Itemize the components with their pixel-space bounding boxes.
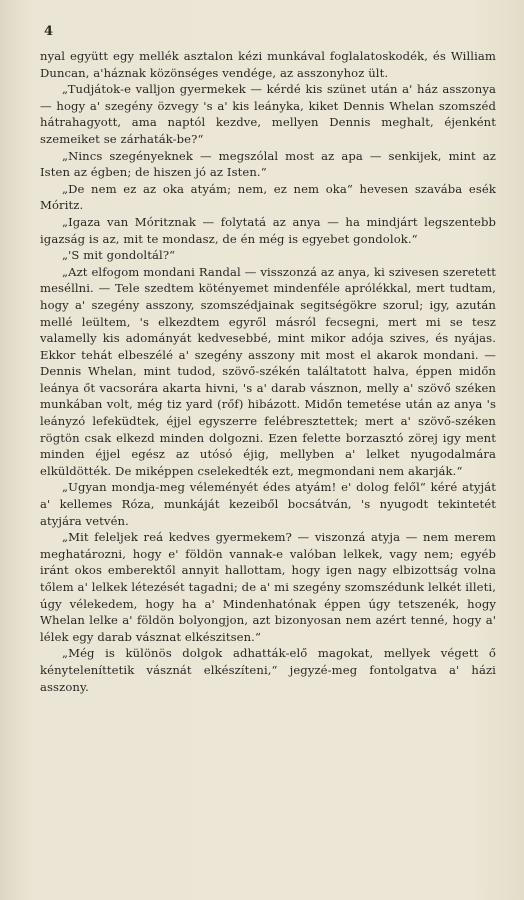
page-number: 4 — [44, 24, 54, 39]
paragraph-2: „Tudjátok-e valljon gyermekek — kérdé kis szünet után a' ház asszonya — hogy a' szegény özvegy 's a' kis leányka, kiket Dennis Whelan szomszéd hátrahagyott, ama naptól kezdve, mellyen Dennis meghalt, éjenként szemeiket se zárhaták-be?“ — [40, 82, 496, 146]
paragraph-6: „'S mit gondoltál?“ — [62, 248, 176, 263]
paragraph-7: „Azt elfogom mondani Randal — visszonzá az anya, ki szivesen szeretett meséllni. — Tele szedtem kötényemet mindenféle aprólékkal, mert tudtam, hogy a' szegény asszony, szomszédjainak segitségökre szorul; igy, azután mellé leültem, 's elkezdtem egyről másról fecsegni, mert mi se tesz valamelly kis adományát kedvesebbé, mint mikor adója szives, és nyájas. Ekkor tehát elbeszélé a' szegény asszony mit most el akarok mondani. — Dennis Whelan, mint tudod, szövő-székén találtatott halva, éppen midőn leánya őt vacsorára akarta hivni, 's a' darab vásznon, melly a' szövő széken munkában volt, még tiz yard (rőf) hibázott. Midőn temetése után az anya 's leányzó lefeküdtek, éjjel egyszerre felébresztettek; mert a' szövő-széken rögtön csak elkezd minden dolgozni. Ezen felette borzasztó zörej igy ment minden éjjel egész az utósó éjig, mellyben a' lelket nyugodalmára elküldötték. De miképpen cselekedték ezt, megmondani nem akarják.“ — [40, 264, 496, 478]
paragraph-5: „Igaza van Móritznak — folytatá az anya — ha mindjárt legszentebb igazság is az, mit te mondasz, de én még is egyebet gondolok.“ — [40, 214, 496, 246]
body-text — [40, 48, 496, 695]
paragraph-3: „Nincs szegényeknek — megszólal most az apa — senkijek, mint az Isten az égben; de hiszen jó az Isten.“ — [40, 148, 496, 180]
paragraph-9: „Mit feleljek reá kedves gyermekem? — viszonzá atyja — nem merem meghatározni, hogy e' földön vannak-e valóban lelkek, vagy nem; egyéb iránt okos emberektől annyit hallottam, hogy igen nagy elbizottság volna tőlem a' lelkek létezését tagadni; de a' mi szegény szomszédunk lelkét illeti, úgy vélekedem, hogy ha a' Mindenhatónak éppen úgy tetszenék, hogy Whelan lelke a' földön bolyongjon, azt bizonyosan nem azért tenné, hogy a' lélek egy darab vásznat elkészitsen.“ — [40, 530, 496, 644]
paragraph-1: nyal együtt egy mellék asztalon kézi munkával foglalatoskodék, és William Duncan, a'háznak közönséges vendége, az asszonyhoz ült. — [40, 49, 496, 80]
paragraph-8: „Ugyan mondja-meg véleményét édes atyám! e' dolog felől“ kéré atyját a' kellemes Róza, munkáját kezeiből bocsátván, 's nyugodt tekintetét atyjára vetvén. — [40, 480, 496, 528]
paragraph-4: „De nem ez az oka atyám; nem, ez nem oka“ hevesen szavába esék Móritz. — [40, 181, 496, 213]
paragraph-10: „Még is különös dolgok adhatták-elő magokat, mellyek végett ő kényteleníttetik vásznát elkészíteni,“ jegyzé-meg fontolgatva a' házi asszony. — [40, 646, 496, 694]
